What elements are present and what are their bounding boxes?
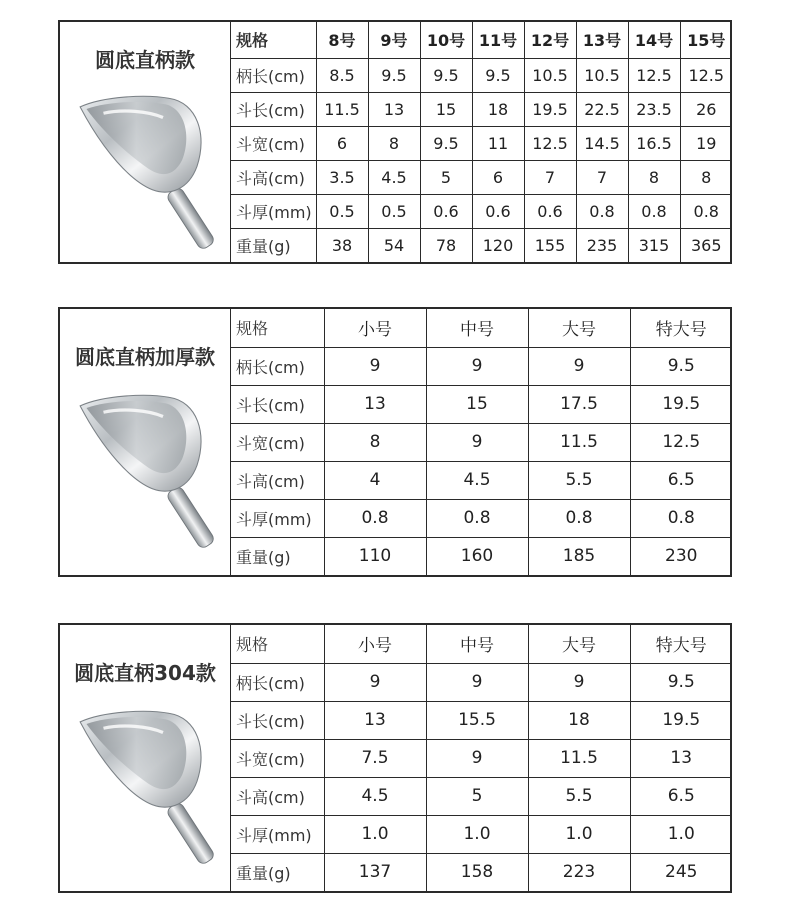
table-cell: 13 — [324, 701, 426, 739]
row-label: 重量(g) — [230, 228, 316, 262]
table-cell: 315 — [628, 228, 680, 262]
table-row — [230, 194, 732, 228]
table-cell: 137 — [324, 853, 426, 891]
table-row — [230, 385, 732, 423]
table-cell: 230 — [630, 537, 732, 575]
table-cell: 160 — [426, 537, 528, 575]
row-label: 斗宽(cm) — [230, 739, 324, 777]
table-cell: 8 — [680, 160, 732, 194]
table-row — [230, 160, 732, 194]
table-cell: 1.0 — [426, 815, 528, 853]
row-label: 斗长(cm) — [230, 92, 316, 126]
row-label: 重量(g) — [230, 853, 324, 891]
table-cell: 12.5 — [524, 126, 576, 160]
header-cell: 大号 — [528, 309, 630, 347]
table-cell: 17.5 — [528, 385, 630, 423]
table-cell: 0.8 — [324, 499, 426, 537]
header-cell: 特大号 — [630, 625, 732, 663]
table-row — [230, 853, 732, 891]
table-cell: 110 — [324, 537, 426, 575]
table-cell: 38 — [316, 228, 368, 262]
table-header-row — [230, 625, 732, 663]
table-row — [230, 126, 732, 160]
product-column — [60, 625, 231, 891]
spec-table — [230, 625, 732, 891]
table-cell: 15.5 — [426, 701, 528, 739]
row-label: 斗厚(mm) — [230, 499, 324, 537]
row-label: 斗高(cm) — [230, 461, 324, 499]
table-cell: 11.5 — [528, 423, 630, 461]
table-row — [230, 461, 732, 499]
table-cell: 12.5 — [628, 58, 680, 92]
table-cell: 11.5 — [316, 92, 368, 126]
table-cell: 8 — [628, 160, 680, 194]
product-title: 圆底直柄304款 — [74, 661, 216, 685]
row-label: 柄长(cm) — [230, 663, 324, 701]
table-cell: 12.5 — [630, 423, 732, 461]
spec-block-1 — [58, 20, 732, 264]
table-cell: 9 — [528, 347, 630, 385]
header-cell: 特大号 — [630, 309, 732, 347]
table-cell: 8 — [324, 423, 426, 461]
header-cell: 小号 — [324, 309, 426, 347]
scoop-image — [66, 391, 226, 561]
table-cell: 9.5 — [630, 663, 732, 701]
row-label: 斗长(cm) — [230, 385, 324, 423]
table-cell: 155 — [524, 228, 576, 262]
table-cell: 9.5 — [368, 58, 420, 92]
table-cell: 0.8 — [576, 194, 628, 228]
table-cell: 19.5 — [630, 385, 732, 423]
table-row — [230, 663, 732, 701]
table-header-row — [230, 309, 732, 347]
table-row — [230, 423, 732, 461]
table-cell: 0.6 — [472, 194, 524, 228]
table-row — [230, 815, 732, 853]
table-cell: 0.8 — [628, 194, 680, 228]
table-cell: 9.5 — [472, 58, 524, 92]
table-cell: 245 — [630, 853, 732, 891]
header-cell: 9号 — [368, 22, 420, 58]
table-cell: 9.5 — [420, 58, 472, 92]
table-cell: 9 — [324, 347, 426, 385]
table-row — [230, 228, 732, 262]
table-cell: 78 — [420, 228, 472, 262]
header-cell: 13号 — [576, 22, 628, 58]
product-title: 圆底直柄加厚款 — [75, 345, 215, 369]
table-cell: 19.5 — [630, 701, 732, 739]
table-cell: 18 — [472, 92, 524, 126]
product-column — [60, 309, 231, 575]
table-cell: 5 — [426, 777, 528, 815]
table-cell: 9.5 — [630, 347, 732, 385]
table-cell: 13 — [630, 739, 732, 777]
table-cell: 10.5 — [576, 58, 628, 92]
table-cell: 6.5 — [630, 461, 732, 499]
header-cell: 规格 — [236, 319, 269, 339]
table-row — [230, 537, 732, 575]
table-cell: 8 — [368, 126, 420, 160]
row-label: 柄长(cm) — [230, 58, 316, 92]
table-cell: 9 — [324, 663, 426, 701]
header-cell: 小号 — [324, 625, 426, 663]
row-label: 斗宽(cm) — [230, 126, 316, 160]
table-cell: 4.5 — [368, 160, 420, 194]
header-cell: 中号 — [426, 309, 528, 347]
table-cell: 9 — [528, 663, 630, 701]
spec-block-2 — [58, 307, 732, 577]
table-cell: 14.5 — [576, 126, 628, 160]
table-cell: 0.5 — [316, 194, 368, 228]
table-cell: 10.5 — [524, 58, 576, 92]
table-cell: 7 — [524, 160, 576, 194]
table-cell: 6.5 — [630, 777, 732, 815]
table-header-row — [230, 22, 732, 58]
header-cell: 大号 — [528, 625, 630, 663]
header-cell: 14号 — [628, 22, 680, 58]
row-label: 斗高(cm) — [230, 160, 316, 194]
table-cell: 5.5 — [528, 461, 630, 499]
table-row — [230, 499, 732, 537]
table-cell: 6 — [472, 160, 524, 194]
table-row — [230, 92, 732, 126]
table-cell: 54 — [368, 228, 420, 262]
header-cell: 12号 — [524, 22, 576, 58]
row-label: 斗厚(mm) — [230, 815, 324, 853]
product-column — [60, 22, 231, 262]
header-cell: 8号 — [316, 22, 368, 58]
table-cell: 9 — [426, 347, 528, 385]
table-cell: 23.5 — [628, 92, 680, 126]
table-cell: 158 — [426, 853, 528, 891]
header-cell: 11号 — [472, 22, 524, 58]
table-cell: 1.0 — [324, 815, 426, 853]
header-cell: 规格 — [236, 635, 269, 655]
row-label: 重量(g) — [230, 537, 324, 575]
row-label: 斗宽(cm) — [230, 423, 324, 461]
table-cell: 0.8 — [680, 194, 732, 228]
table-cell: 235 — [576, 228, 628, 262]
table-cell: 365 — [680, 228, 732, 262]
table-cell: 4 — [324, 461, 426, 499]
table-cell: 0.6 — [420, 194, 472, 228]
product-title: 圆底直柄款 — [95, 48, 195, 72]
row-label: 柄长(cm) — [230, 347, 324, 385]
table-cell: 4.5 — [324, 777, 426, 815]
table-cell: 9 — [426, 663, 528, 701]
row-label: 斗高(cm) — [230, 777, 324, 815]
header-cell: 10号 — [420, 22, 472, 58]
table-cell: 7.5 — [324, 739, 426, 777]
row-label: 斗长(cm) — [230, 701, 324, 739]
table-cell: 13 — [368, 92, 420, 126]
table-cell: 185 — [528, 537, 630, 575]
table-cell: 0.5 — [368, 194, 420, 228]
spec-table — [230, 309, 732, 575]
header-cell: 中号 — [426, 625, 528, 663]
table-cell: 26 — [680, 92, 732, 126]
table-cell: 11 — [472, 126, 524, 160]
table-cell: 0.6 — [524, 194, 576, 228]
table-cell: 6 — [316, 126, 368, 160]
table-cell: 0.8 — [528, 499, 630, 537]
table-cell: 223 — [528, 853, 630, 891]
table-cell: 5.5 — [528, 777, 630, 815]
table-row — [230, 739, 732, 777]
table-cell: 13 — [324, 385, 426, 423]
table-cell: 11.5 — [528, 739, 630, 777]
table-cell: 9 — [426, 423, 528, 461]
table-cell: 1.0 — [630, 815, 732, 853]
table-cell: 1.0 — [528, 815, 630, 853]
table-cell: 8.5 — [316, 58, 368, 92]
table-cell: 15 — [420, 92, 472, 126]
table-cell: 22.5 — [576, 92, 628, 126]
table-cell: 9.5 — [420, 126, 472, 160]
table-cell: 4.5 — [426, 461, 528, 499]
table-cell: 0.8 — [630, 499, 732, 537]
table-cell: 3.5 — [316, 160, 368, 194]
table-row — [230, 58, 732, 92]
row-label: 斗厚(mm) — [230, 194, 316, 228]
table-row — [230, 701, 732, 739]
table-row — [230, 777, 732, 815]
table-cell: 18 — [528, 701, 630, 739]
table-cell: 19 — [680, 126, 732, 160]
table-cell: 9 — [426, 739, 528, 777]
table-row — [230, 347, 732, 385]
table-cell: 0.8 — [426, 499, 528, 537]
table-cell: 12.5 — [680, 58, 732, 92]
spec-block-3 — [58, 623, 732, 893]
table-cell: 5 — [420, 160, 472, 194]
table-cell: 16.5 — [628, 126, 680, 160]
spec-table — [230, 22, 732, 262]
header-cell: 15号 — [680, 22, 732, 58]
scoop-image — [66, 92, 226, 262]
table-cell: 7 — [576, 160, 628, 194]
table-cell: 19.5 — [524, 92, 576, 126]
scoop-image — [66, 707, 226, 877]
header-cell: 规格 — [236, 31, 269, 51]
table-cell: 120 — [472, 228, 524, 262]
table-cell: 15 — [426, 385, 528, 423]
